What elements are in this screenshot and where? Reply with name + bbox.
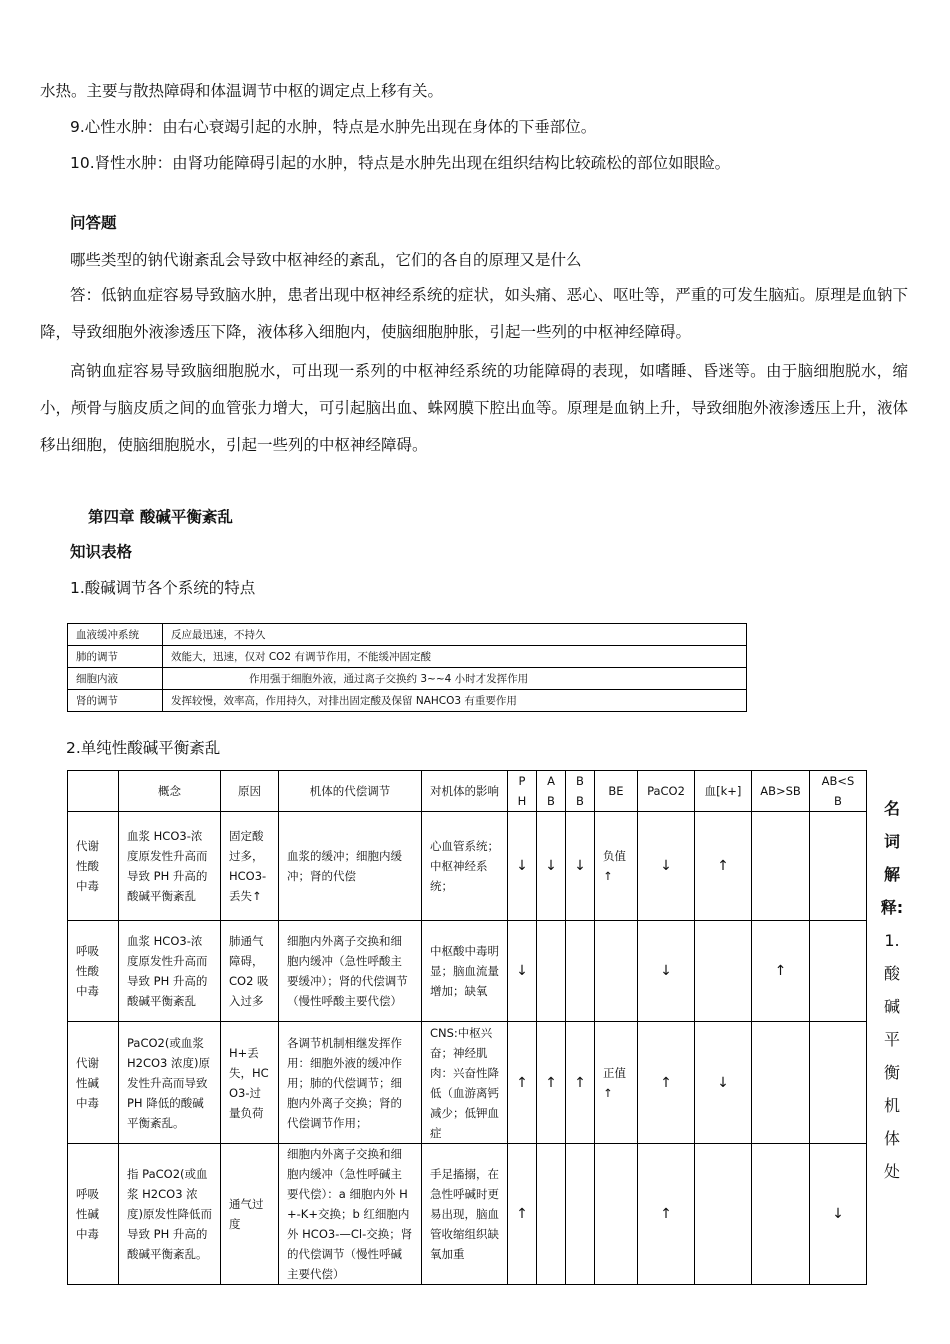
table-cell: ↓	[810, 1144, 867, 1285]
column-header: AB>SB	[752, 771, 810, 812]
table-cell: PaCO2(或血浆 H2CO3 浓度)原发性升高而导致 PH 降低的酸碱平衡紊乱。	[119, 1022, 221, 1144]
table-row	[68, 624, 747, 646]
chapter-heading: 第四章 酸碱平衡紊乱	[88, 508, 233, 526]
column-header	[68, 771, 119, 812]
subsection-2-title: 2.单纯性酸碱平衡紊乱	[66, 739, 221, 757]
table-cell: ↑	[638, 1144, 695, 1285]
table-cell: ↑	[752, 921, 810, 1022]
column-header: A B	[537, 771, 566, 812]
table-cell: 中枢酸中毒明显；脑血流量增加；缺氧	[422, 921, 508, 1022]
table-cell: 血浆 HCO3-浓度原发性升高而导致 PH 升高的酸碱平衡紊乱	[119, 812, 221, 921]
table-cell: 固定酸过多，HCO3-丢失↑	[221, 812, 279, 921]
table-cell: ↓	[695, 1022, 752, 1144]
table-cell: 负值↑	[595, 812, 638, 921]
table-row	[68, 1144, 867, 1285]
table-row	[68, 812, 867, 921]
table-row	[68, 690, 747, 712]
text-line-renal-edema: 10.肾性水肿：由肾功能障碍引起的水肿，特点是水肿先出现在组织结构比较疏松的部位如眼睑。	[70, 154, 731, 172]
knowledge-heading: 知识表格	[70, 543, 133, 561]
side-char: 1.	[884, 931, 900, 950]
side-char: 平	[883, 1030, 900, 1049]
table-cell	[810, 812, 867, 921]
table-cell: 代谢性碱中毒	[68, 1022, 119, 1144]
table-cell: 发挥较慢，效率高，作用持久，对排出固定酸及保留 NAHCO3 有重要作用	[163, 690, 747, 712]
qa-heading: 问答题	[70, 214, 117, 232]
column-header: AB<SB	[810, 771, 867, 812]
column-header: 对机体的影响	[422, 771, 508, 812]
table-cell: 指 PaCO2(或血浆 H2CO3 浓度)原发性降低而导致 PH 升高的酸碱平衡紊乱。	[119, 1144, 221, 1285]
table-cell: ↓	[537, 812, 566, 921]
answer-paragraph-1: 答：低钠血症容易导致脑水肿，患者出现中枢神经系统的症状，如头痛、恶心、呕吐等，严重的可发生脑疝。原理是血钠下降，导致细胞外液渗透压下降，液体移入细胞内，使脑细胞肿胀，引起一些列的中枢神经障碍。	[40, 286, 908, 341]
side-char: 释:	[880, 898, 904, 917]
table-cell: 心血管系统；中枢神经系统；	[422, 812, 508, 921]
table-cell	[566, 921, 595, 1022]
table-cell: ↓	[508, 812, 537, 921]
table-cell	[752, 812, 810, 921]
table-cell: 细胞内液	[68, 668, 163, 690]
answer-paragraph-2: 高钠血症容易导致脑细胞脱水，可出现一系列的中枢神经系统的功能障碍的表现，如嗜睡、昏迷等。由于脑细胞脱水，缩小，颅骨与脑皮质之间的血管张力增大，可引起脑出血、蛛网膜下腔出血等。原理是血钠上升，导致细胞外液渗透压上升，液体移出细胞，使脑细胞脱水，引起一些列的中枢神经障碍。	[40, 362, 909, 454]
table-cell: ↑	[566, 1022, 595, 1144]
table-cell: 肺的调节	[68, 646, 163, 668]
column-header: 原因	[221, 771, 279, 812]
table-cell	[695, 921, 752, 1022]
side-vertical-heading	[880, 792, 904, 1188]
table-cell: 通气过度	[221, 1144, 279, 1285]
side-char: 酸	[883, 964, 900, 983]
column-header: PaCO2	[638, 771, 695, 812]
column-header: P H	[508, 771, 537, 812]
side-char: 解	[883, 865, 900, 884]
table-cell: 效能大，迅速，仅对 CO2 有调节作用，不能缓冲固定酸	[163, 646, 747, 668]
table-cell	[695, 1144, 752, 1285]
side-char: 衡	[883, 1063, 900, 1082]
table-cell	[810, 921, 867, 1022]
table-cell: ↑	[537, 1022, 566, 1144]
table-cell: 作用强于细胞外液，通过离子交换约 3~~4 小时才发挥作用	[163, 668, 747, 690]
table-cell: CNS:中枢兴奋；神经肌肉：兴奋性降低（血游离钙减少；低钾血症	[422, 1022, 508, 1144]
table-cell: ↓	[566, 812, 595, 921]
table-cell	[752, 1022, 810, 1144]
table-cell: ↑	[695, 812, 752, 921]
regulation-systems-table	[67, 623, 747, 712]
column-header: BE	[595, 771, 638, 812]
table-cell: 手足搐搦，在急性呼碱时更易出现，脑血管收缩组织缺氧加重	[422, 1144, 508, 1285]
table-cell: 反应最迅速，不持久	[163, 624, 747, 646]
table-row	[68, 668, 747, 690]
table-cell: 各调节机制相继发挥作用：细胞外液的缓冲作用；肺的代偿调节；细胞内外离子交换；肾的代偿调节作用；	[279, 1022, 422, 1144]
subsection-1-title: 1.酸碱调节各个系统的特点	[70, 579, 256, 597]
table-cell	[752, 1144, 810, 1285]
side-char: 体	[883, 1129, 900, 1148]
column-header: 血[k+]	[695, 771, 752, 812]
question-text: 哪些类型的钠代谢紊乱会导致中枢神经的紊乱，它们的各自的原理又是什么	[70, 251, 582, 269]
table-cell	[595, 921, 638, 1022]
table-cell: H+丢失，HCO3-过量负荷	[221, 1022, 279, 1144]
table-cell: 正值↑	[595, 1022, 638, 1144]
table-cell: ↑	[508, 1022, 537, 1144]
side-char: 处	[883, 1162, 900, 1181]
table-cell: 细胞内外离子交换和细胞内缓冲（急性呼酸主要缓冲）；肾的代偿调节（慢性呼酸主要代偿）	[279, 921, 422, 1022]
column-header: 机体的代偿调节	[279, 771, 422, 812]
table-cell: ↑	[508, 1144, 537, 1285]
table-cell: 血浆 HCO3-浓度原发性升高而导致 PH 升高的酸碱平衡紊乱	[119, 921, 221, 1022]
table-cell: 细胞内外离子交换和细胞内缓冲（急性呼碱主要代偿）：a 细胞内外 H+-K+交换；b 红细胞内外 HCO3-—Cl-交换；肾的代偿调节（慢性呼碱主要代偿）	[279, 1144, 422, 1285]
table-row	[68, 646, 747, 668]
side-char: 机	[883, 1096, 900, 1115]
table-cell: ↑	[638, 1022, 695, 1144]
table-cell: ↓	[638, 812, 695, 921]
table-cell: ↓	[638, 921, 695, 1022]
side-char: 碱	[883, 997, 900, 1016]
table-cell: 呼吸性碱中毒	[68, 1144, 119, 1285]
table-row	[68, 921, 867, 1022]
table-cell: ↓	[508, 921, 537, 1022]
table-cell: 肺通气障碍，CO2 吸入过多	[221, 921, 279, 1022]
table-row	[68, 1022, 867, 1144]
side-char: 名	[883, 799, 900, 818]
table-cell	[595, 1144, 638, 1285]
text-line-cardiac-edema: 9.心性水肿：由右心衰竭引起的水肿，特点是水肿先出现在身体的下垂部位。	[70, 118, 597, 136]
table-cell	[537, 1144, 566, 1285]
table-cell: 代谢性酸中毒	[68, 812, 119, 921]
text-line-1: 水热。主要与散热障碍和体温调节中枢的调定点上移有关。	[40, 82, 444, 100]
table-cell: 血浆的缓冲；细胞内缓冲；肾的代偿	[279, 812, 422, 921]
table-cell	[566, 1144, 595, 1285]
table-cell: 肾的调节	[68, 690, 163, 712]
column-header: B B	[566, 771, 595, 812]
column-header: 概念	[119, 771, 221, 812]
acid-base-disorder-table	[67, 770, 867, 1285]
table-header-row	[68, 771, 867, 812]
table-cell: 呼吸性酸中毒	[68, 921, 119, 1022]
table-cell	[810, 1022, 867, 1144]
side-char: 词	[883, 832, 900, 851]
table-cell: 血液缓冲系统	[68, 624, 163, 646]
table-cell	[537, 921, 566, 1022]
